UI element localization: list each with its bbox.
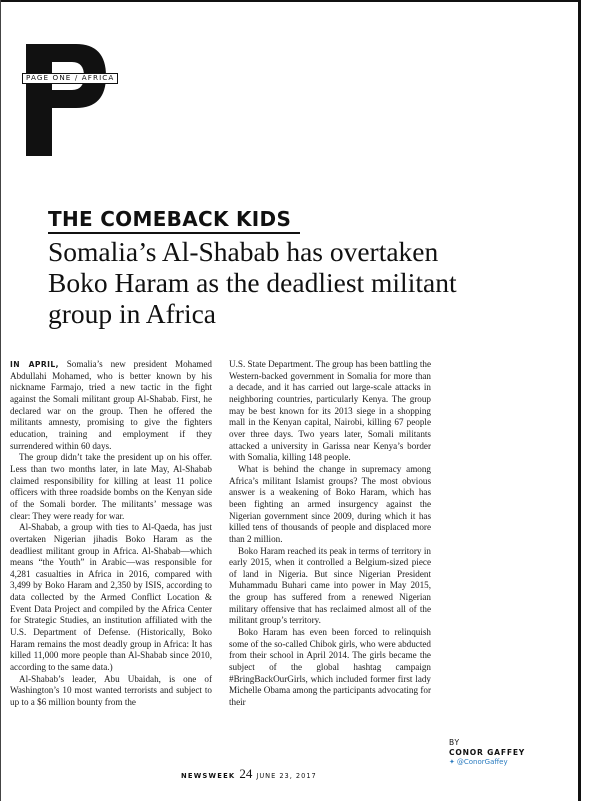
article-column-left bbox=[10, 359, 212, 709]
paragraph: What is behind the change in supremacy among Africa’s militant Islamist groups? The most obvious answer is a weakening of Boko Haram, which has been fighting an armed insurgency against the Nigerian government since 2009, during which it has killed tens of thousands of people and displaced more than 2 million. bbox=[229, 463, 431, 544]
page-number: 24 bbox=[239, 766, 253, 781]
page-footer bbox=[181, 763, 317, 782]
page-border-top bbox=[0, 0, 580, 2]
twitter-bird-icon: ✦ bbox=[449, 758, 455, 766]
twitter-handle-link[interactable] bbox=[449, 758, 559, 766]
section-label: PAGE ONE / AFRICA bbox=[22, 73, 118, 84]
issue-date: JUNE 23, 2017 bbox=[256, 772, 317, 780]
paragraph: Al-Shabab, a group with ties to Al-Qaeda, has just overtaken Nigerian jihadis Boko Haram as the deadliest militant group in Africa. Al-Shabab—which means “the Youth” in Arabic—was responsible for 4,281 casualties in Africa in 2016, compared with 3,499 by Boko Haram and 2,350 by ISIS, according to data collected by the Armed Conflict Location & Event Data Project and compiled by the Africa Center for Strategic Studies, an institution affiliated with the U.S. Department of Defense. (Historically, Boko Haram remains the most deadly group in Africa: It has killed 11,000 more people than Al-Shabab since 2010, according to the same data.) bbox=[10, 522, 212, 673]
paragraph: Boko Haram has even been forced to relinquish some of the so-called Chibok girls, who were abducted from their school in April 2014. The girls became the subject of the global hashtag campaign #BringBackOurGirls, which included former first lady Michelle Obama among the participants advocating for their bbox=[229, 627, 431, 708]
magazine-name: NEWSWEEK bbox=[181, 772, 236, 780]
byline-by: BY bbox=[449, 738, 460, 747]
author-name: CONOR GAFFEY bbox=[449, 748, 526, 757]
paragraph-text: Somalia’s new president Mohamed Abdullahi Mohamed, who is better known by his nickname Farmajo, tried a new tactic in the fight against the Somali militant group Al-Shabab. First, he declared war on the group. Then he offered the militants amnesty, promising to give the fighters education, training and employment if they surrendered within 60 days. bbox=[10, 359, 212, 451]
page-border-left bbox=[0, 0, 1, 801]
headline-underline bbox=[48, 232, 300, 234]
paragraph: Boko Haram reached its peak in terms of territory in early 2015, when it controlled a Belgium-sized piece of land in Nigeria. But since Nigerian President Muhammadu Buhari came into power in May 2015, the group has suffered from a renewed Nigerian military offensive that has reclaimed almost all of the militant group’s territory. bbox=[229, 545, 431, 626]
paragraph: U.S. State Department. The group has been battling the Western-backed government in Somalia for more than a decade, and it has carried out large-scale attacks in neighboring countries, particularly Kenya. The group may be best known for its 2013 siege in a shopping mall in the Kenyan capital, Nairobi, killing 67 people over three days. Two years later, Somali militants attacked a university in Garissa near Kenya’s border with Somalia, killing 148 people. bbox=[229, 359, 431, 463]
twitter-handle: @ConorGaffey bbox=[456, 758, 508, 766]
deck: Somalia’s Al-Shabab has overtaken Boko Haram as the deadliest militant group in Africa bbox=[48, 236, 457, 329]
page-border-right bbox=[578, 0, 581, 801]
paragraph bbox=[10, 359, 212, 452]
section-logo-p bbox=[14, 38, 124, 158]
headline: THE COMEBACK KIDS bbox=[48, 207, 292, 231]
paragraph: Al-Shabab’s leader, Abu Ubaidah, is one of Washington’s 10 most wanted terrorists and subject to up to a $6 million bounty from the bbox=[10, 673, 212, 708]
byline bbox=[449, 738, 559, 766]
article-column-right bbox=[229, 359, 431, 709]
paragraph: The group didn’t take the president up on his offer. Less than two months later, in late May, Al-Shabab claimed responsibility for killing at least 11 police officers with three roadside bombs on the Kenyan side of the Somali border. The militants’ message was clear: They were ready for war. bbox=[10, 452, 212, 521]
lead-in: IN APRIL, bbox=[10, 360, 59, 369]
